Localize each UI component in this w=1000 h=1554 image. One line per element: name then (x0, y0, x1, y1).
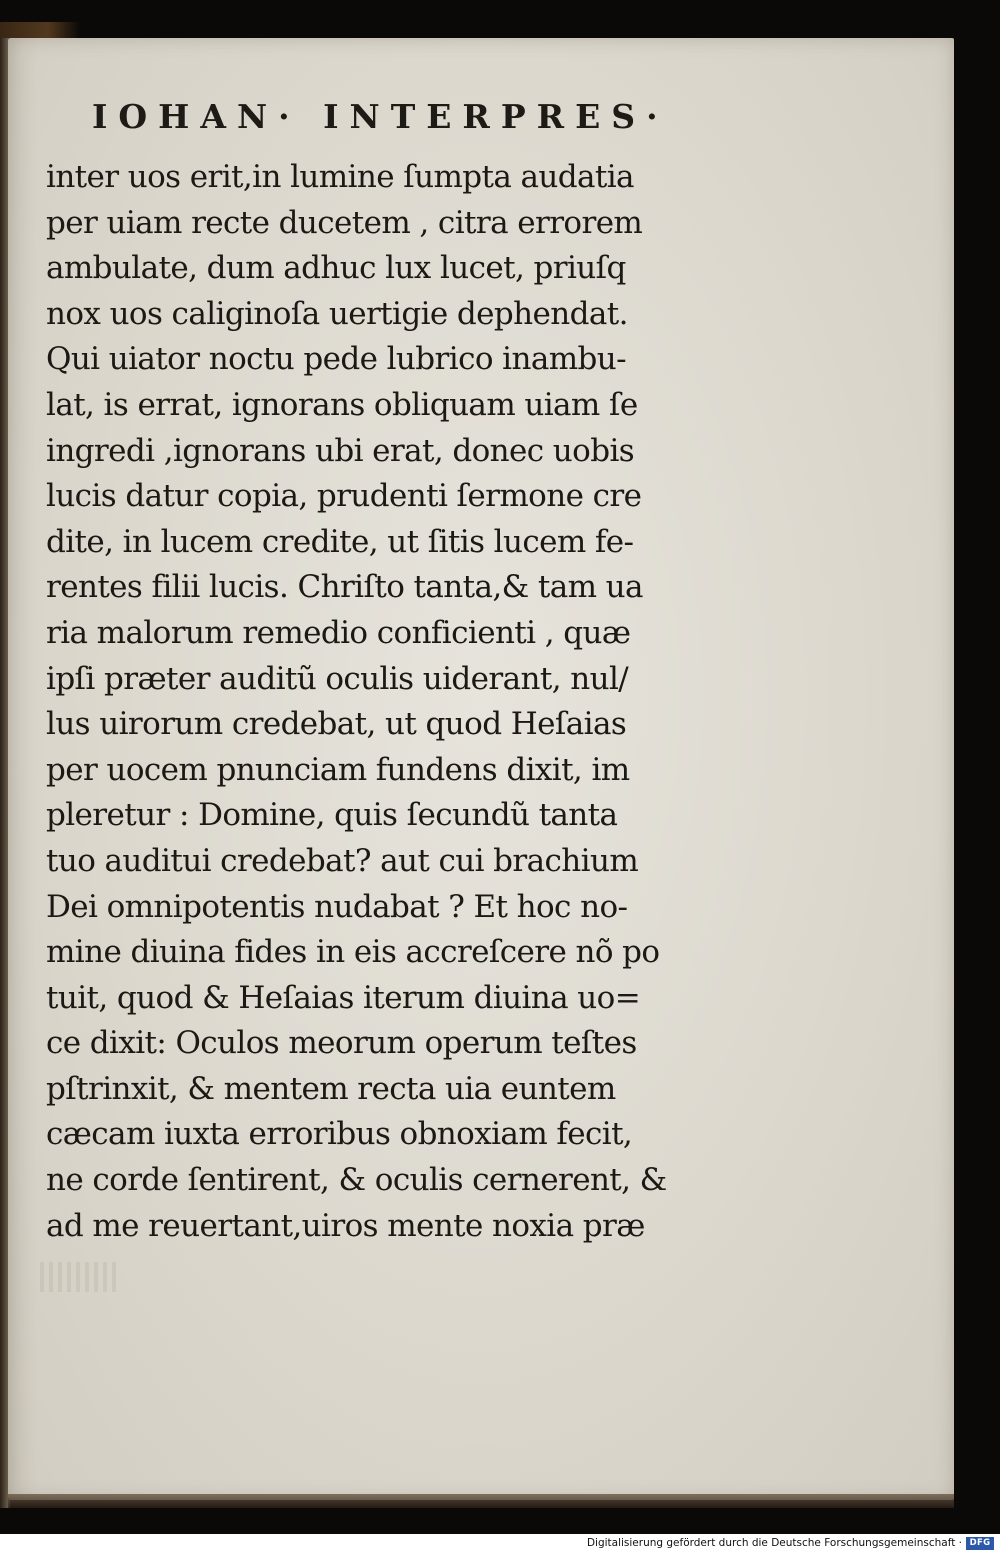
text-line: ambulate, dum adhuc lux lucet, priuſq (46, 250, 626, 287)
text-line: Qui uiator noctu pede lubrico inambu- (46, 341, 626, 378)
running-head: IOHAN· INTERPRES· (92, 97, 669, 136)
bleed-through-mark (40, 1262, 120, 1292)
text-line: ingredi ,ignorans ubi erat, donec uobis (46, 432, 635, 469)
dfg-logo: DFG (966, 1537, 994, 1550)
funding-notice: Digitalisierung gefördert durch die Deutsche Forschungsgemeinschaft · (586, 1537, 962, 1549)
text-line: ipſi præter auditũ oculis uiderant, nul/ (46, 660, 629, 697)
text-line: cæcam iuxta erroribus obnoxiam fecit, (46, 1116, 633, 1153)
text-line: lat, is errat, ignorans obliquam uiam ſe (46, 386, 638, 423)
text-line: ria malorum remedio conficienti , quæ (46, 614, 631, 651)
text-line: ad me reuertant,uiros mente noxia præ (46, 1207, 645, 1244)
text-line: pleretur : Domine, quis ſecundũ tanta (46, 797, 618, 834)
text-line: lus uirorum credebat, ut quod Heſaias (46, 706, 627, 743)
text-line: inter uos erit,in lumine ſumpta audatia (46, 159, 634, 195)
text-line: per uiam recte ducetem , citra errorem (46, 204, 643, 241)
text-line: nox uos caliginoſa uertigie dephendat. (46, 295, 628, 332)
page-bottom-edge (8, 1494, 954, 1508)
text-line: tuo auditui credebat? aut cui brachium (46, 842, 639, 879)
text-line: ne corde ſentirent, & oculis cernerent, & (46, 1162, 667, 1199)
text-line: tuit, quod & Heſaias iterum diuina uo= (46, 979, 641, 1016)
funding-footer (0, 1534, 1000, 1554)
text-line: pſtrinxit, & mentem recta uia euntem (46, 1070, 616, 1107)
body-text (46, 155, 686, 1249)
text-line: rentes filii lucis. Chriſto tanta,& tam ua (46, 569, 643, 606)
text-line: lucis datur copia, prudenti ſermone cre (46, 478, 642, 515)
text-line: dite, in lucem credite, ut ſitis lucem fe- (46, 523, 634, 560)
text-line: Dei omnipotentis nudabat ? Et hoc no- (46, 888, 628, 925)
text-line: ce dixit: Oculos meorum operum teſtes (46, 1025, 637, 1062)
text-line: mine diuina fides in eis accreſcere nõ po (46, 934, 660, 971)
text-line: per uocem pnunciam fundens dixit, im (46, 751, 630, 788)
